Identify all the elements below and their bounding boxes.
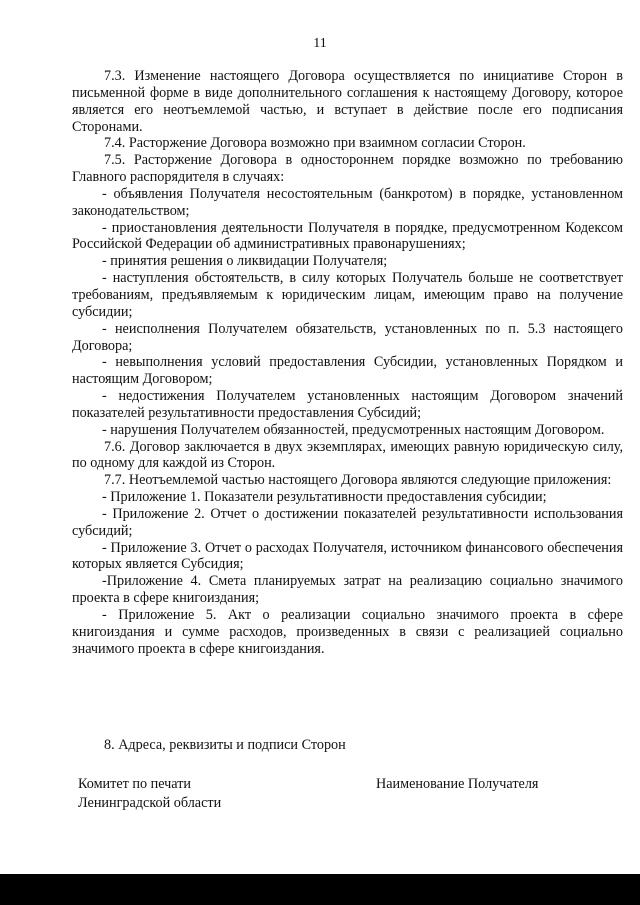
list-item: - принятия решения о ликвидации Получателя; bbox=[102, 253, 388, 270]
signature-block-right bbox=[376, 775, 538, 794]
section-heading: 8. Адреса, реквизиты и подписи Сторон bbox=[104, 737, 346, 753]
clause-7-7: 7.7. Неотъемлемой частью настоящего Договора являются следующие приложения: bbox=[104, 472, 612, 489]
appendix-item: -Приложение 4. Смета планируемых затрат на реализацию социально значимого проекта в сфере книгоиздания; bbox=[72, 573, 623, 607]
signatory-name-line: Комитет по печати bbox=[78, 776, 192, 792]
appendix-item: - Приложение 3. Отчет о расходах Получателя, источником финансового обеспечения которых является Субсидия; bbox=[72, 539, 623, 573]
clause-7-6: 7.6. Договор заключается в двух экземплярах, имеющих равную юридическую силу, по одному для каждой из Сторон. bbox=[72, 438, 623, 472]
list-item: - нарушения Получателем обязанностей, предусмотренных настоящим Договором. bbox=[102, 421, 605, 438]
contract-body bbox=[72, 68, 623, 658]
signatory-name-line: Наименование Получателя bbox=[376, 776, 539, 792]
clause-7-5: 7.5. Расторжение Договора в одностороннем порядке возможно по требованию Главного распорядителя в случаях: bbox=[72, 152, 623, 186]
clause-7-4: 7.4. Расторжение Договора возможно при взаимном согласии Сторон. bbox=[104, 135, 526, 152]
appendix-item: - Приложение 5. Акт о реализации социально значимого проекта в сфере книгоиздания и сумме расходов, произведенных в связи с реализацией социально значимого проекта в сфере книгоиздания. bbox=[72, 607, 623, 657]
page-number: 11 bbox=[313, 36, 327, 51]
list-item: - невыполнения условий предоставления Субсидии, установленных Порядком и настоящим Договором; bbox=[72, 354, 623, 388]
appendix-item: - Приложение 1. Показатели результативности предоставления субсидии; bbox=[102, 489, 547, 506]
signature-block-left bbox=[78, 775, 221, 813]
list-item: - приостановления деятельности Получателя в порядке, предусмотренном Кодексом Российской Федерации об административных правонарушениях; bbox=[72, 219, 623, 253]
list-item: - недостижения Получателем установленных настоящим Договором значений показателей результативности предоставления Субсидий; bbox=[72, 388, 623, 421]
signatory-name-line: Ленинградской области bbox=[78, 795, 222, 811]
list-item: - наступления обстоятельств, в силу которых Получатель больше не соответствует требованиям, предъявляемым к юридическим лицам, имеющим право на получение субсидии; bbox=[72, 270, 623, 320]
scan-border bbox=[0, 874, 640, 905]
list-item: - объявления Получателя несостоятельным (банкротом) в порядке, установленном законодательством; bbox=[72, 185, 623, 219]
appendix-item: - Приложение 2. Отчет о достижении показателей результативности использования субсидий; bbox=[72, 505, 623, 539]
list-item: - неисполнения Получателем обязательств, установленных по п. 5.3 настоящего Договора; bbox=[72, 320, 623, 354]
clause-7-3: 7.3. Изменение настоящего Договора осуществляется по инициативе Сторон в письменной форме в виде дополнительного соглашения к настоящему Договору, которое является его неотъемлемой частью, и вступает в действие после его подписания Сторонами. bbox=[72, 68, 623, 135]
